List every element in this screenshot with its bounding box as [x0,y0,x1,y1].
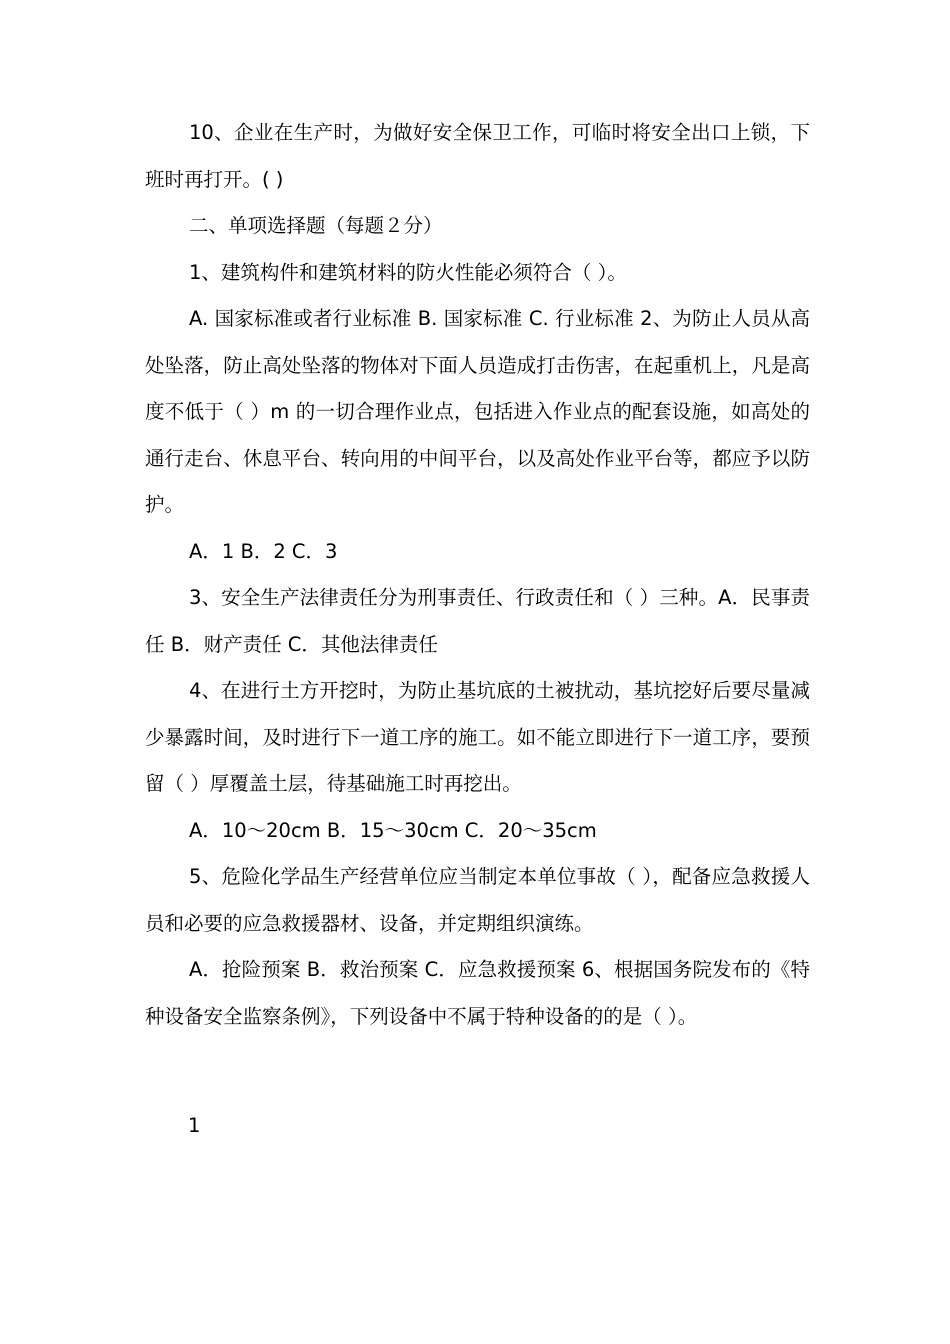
question-4: 4、在进行土方开挖时，为防止基坑底的土被扰动，基坑挖好后要尽量减少暴露时间，及时进行下一道工序的施工。如不能立即进行下一道工序，要预留（ ）厚覆盖土层，待基础施工时再挖出。 [145,679,810,795]
question-2-options: A．1 B．2 C．3 [189,539,338,563]
question-10-true-false: 10、企业在生产时，为做好安全保卫工作，可临时将安全出口上锁，下班时再打开。( ) [145,121,810,191]
question-4-options: A．10～20cm B．15～30cm C．20～35cm [189,818,597,842]
page-number: 1 [188,1114,201,1137]
question-1: 1、建筑构件和建筑材料的防火性能必须符合（ ）。 [189,260,627,284]
question-3: 3、安全生产法律责任分为刑事责任、行政责任和（ ）三种。A．民事责任 B．财产责任 C．其他法律责任 [145,586,810,656]
section-heading-single-choice: 二、单项选择题（每题２分） [189,214,443,237]
question-5-options-and-question-6: A．抢险预案 B．救治预案 C．应急救援预案 6、根据国务院发布的《特种设备安全监察条例》，下列设备中不属于特种设备的的是（ ）。 [145,958,810,1028]
document-body [145,110,810,1040]
question-5: 5、危险化学品生产经营单位应当制定本单位事故（ ），配备应急救援人员和必要的应急救援器材、设备，并定期组织演练。 [145,865,810,935]
question-1-options-and-question-2: A. 国家标准或者行业标准 B. 国家标准 C. 行业标准 2、为防止人员从高处坠落，防止高处坠落的物体对下面人员造成打击伤害，在起重机上，凡是高度不低于（ ）m 的一切合理作业点，包括进入作业点的配套设施，如高处的通行走台、休息平台、转向用的中间平台，以及高处作业平台等，都应予以防护。 [145,307,810,516]
